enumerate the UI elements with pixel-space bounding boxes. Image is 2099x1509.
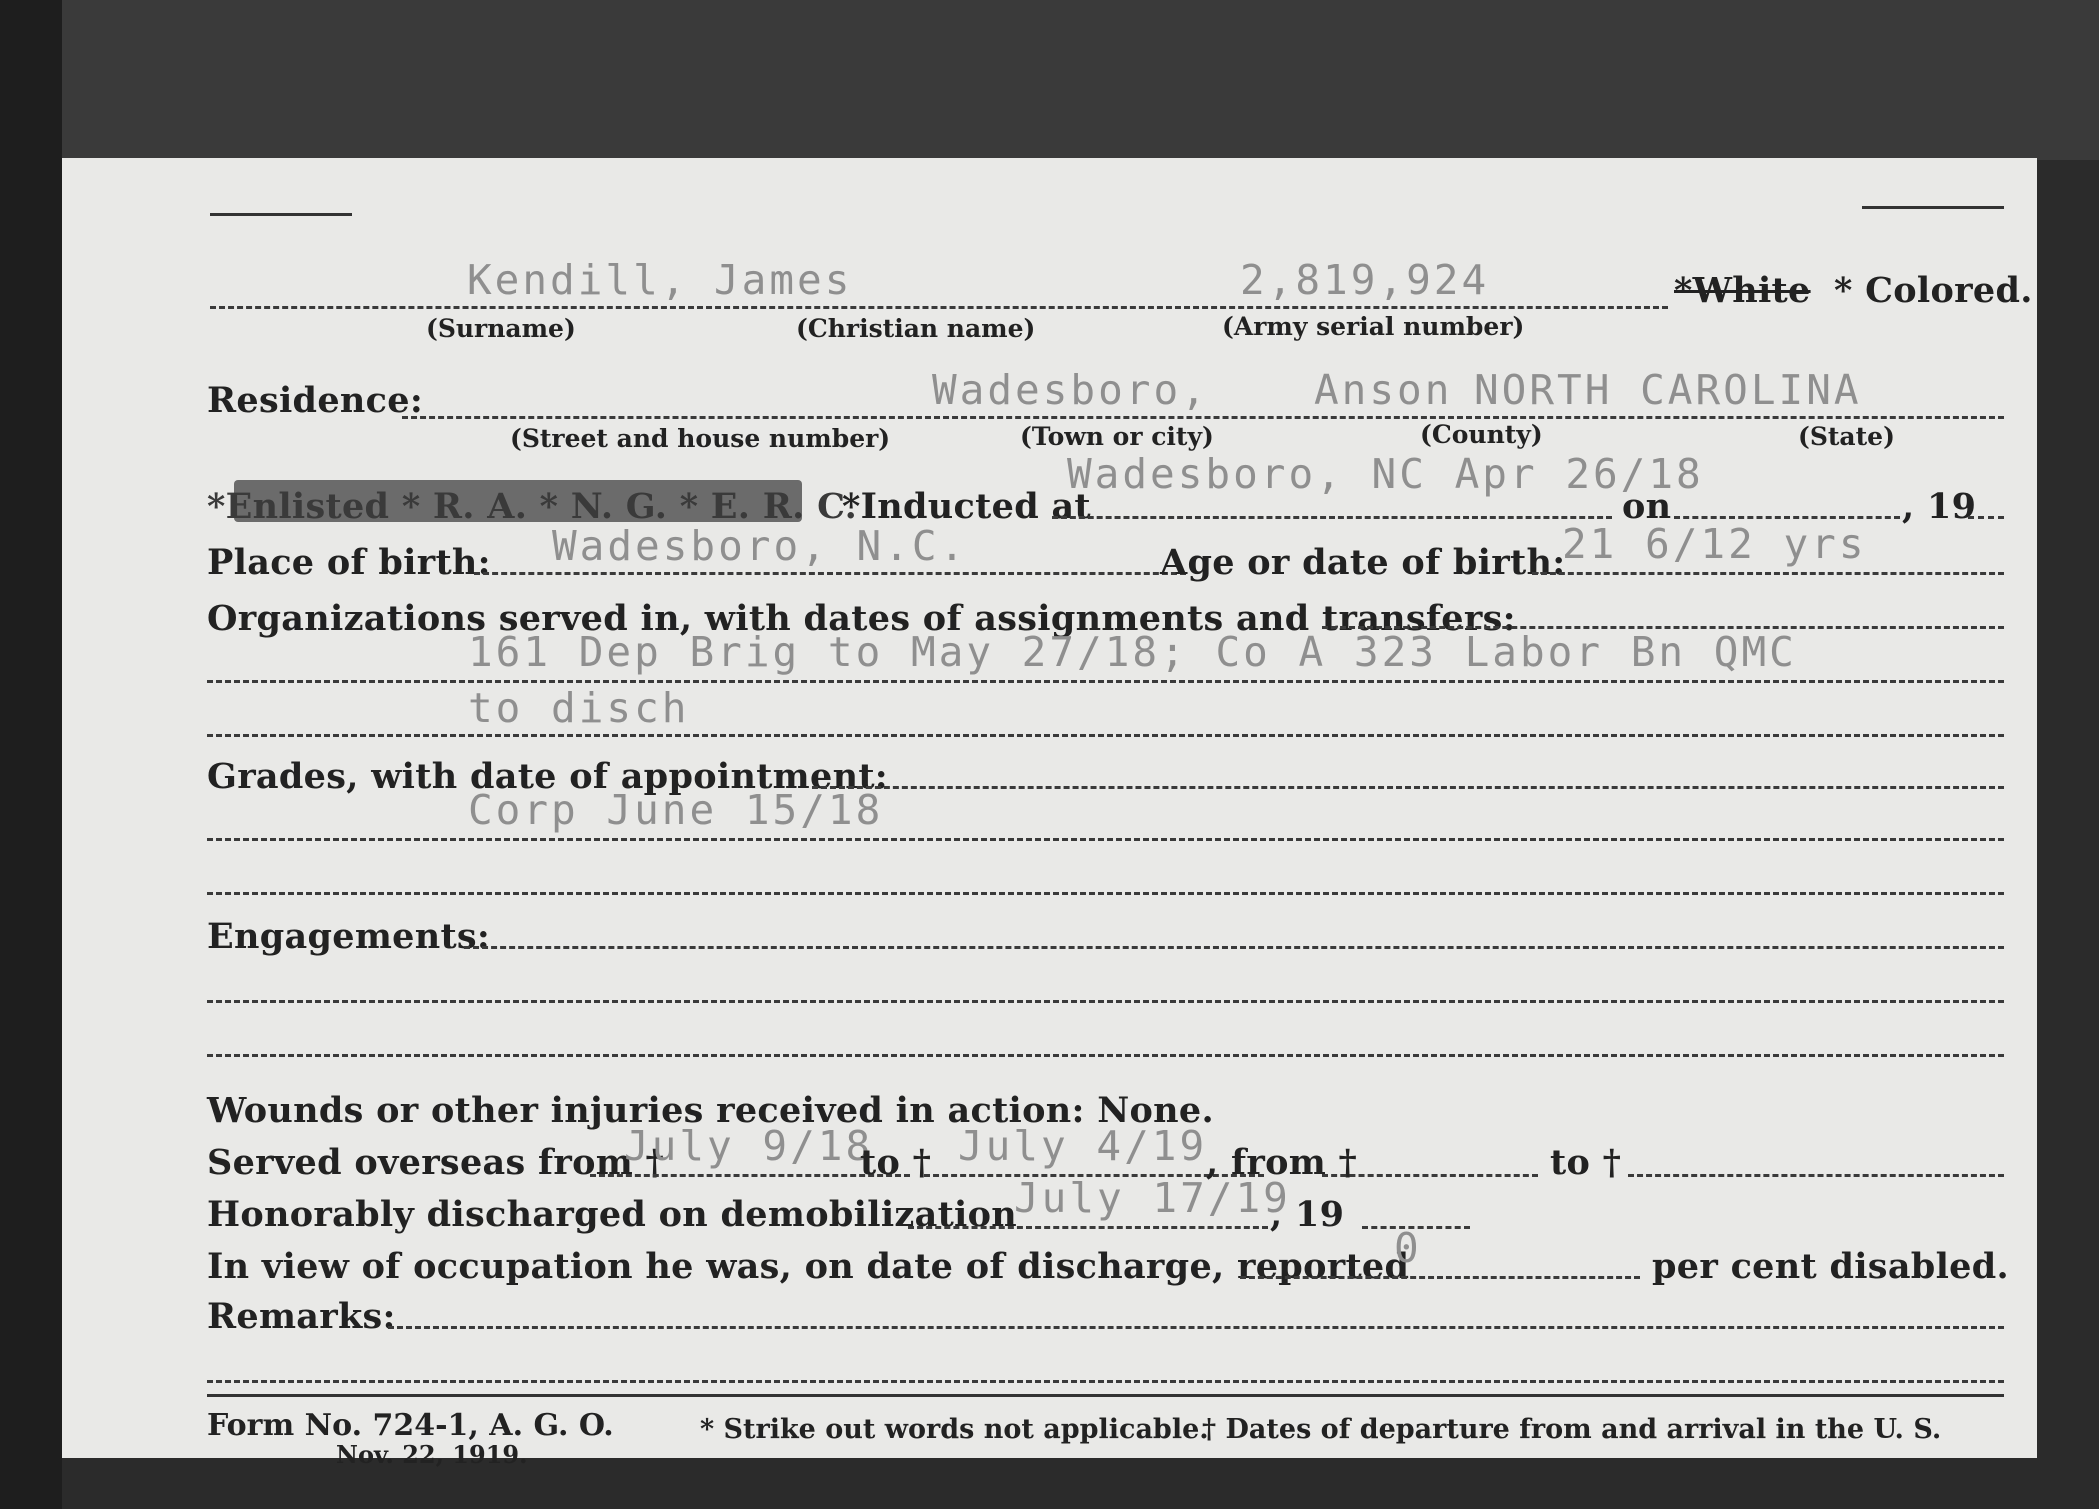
organizations-label: Organizations served in, with dates of assignments and transfers: <box>207 598 1516 639</box>
place-of-birth-value: Wadesboro, N.C. <box>552 522 968 570</box>
white-option <box>1674 270 1811 311</box>
discharge-year-label: , 19 <box>1270 1194 1345 1235</box>
engagements-label: Engagements: <box>207 916 491 957</box>
discharge-line <box>908 1226 1268 1229</box>
grades-line-3 <box>207 892 2004 895</box>
organizations-value-line-1: 161 Dep Brig to May 27/18; Co A 323 Labor Bn QMC <box>468 628 1797 676</box>
residence-town-value: Wadesboro, <box>932 366 1209 414</box>
army-serial-caption: (Army serial number) <box>1222 312 1525 341</box>
remarks-line-2 <box>207 1380 2004 1383</box>
scan-background-top <box>0 0 2099 160</box>
overseas-from2-label: , from † <box>1206 1142 1358 1183</box>
inducted-year-label: , 19 <box>1902 486 1977 527</box>
age-value: 21 6/12 yrs <box>1562 520 1867 568</box>
colored-option: * Colored. <box>1834 270 2033 311</box>
residence-county-value: Anson <box>1314 366 1453 414</box>
remarks-label: Remarks: <box>207 1296 396 1337</box>
christian-name-value: James <box>714 256 853 304</box>
organizations-line-2 <box>207 680 2004 683</box>
form-date: Nov. 22, 1919. <box>336 1440 528 1469</box>
grades-value: Corp June 15/18 <box>468 786 884 834</box>
place-of-birth-label: Place of birth: <box>207 542 491 583</box>
remarks-line-1 <box>388 1326 2004 1329</box>
surname-caption: (Surname) <box>426 314 576 343</box>
engagements-line-3 <box>207 1054 2004 1057</box>
overseas-from-value: July 9/18 <box>624 1122 874 1170</box>
service-record-card <box>62 158 2037 1469</box>
overseas-to2-line <box>1628 1174 2004 1177</box>
inducted-value: Wadesboro, NC Apr 26/18 <box>1067 450 1704 498</box>
organizations-value-line-2: to disch <box>468 684 690 732</box>
grades-line-1 <box>812 786 2004 789</box>
surname-line <box>210 306 1668 309</box>
age-line <box>1532 572 2004 575</box>
residence-label: Residence: <box>207 380 424 421</box>
enlisted-options-text: *Enlisted * R. A. * N. G. * E. R. C. <box>207 486 858 527</box>
residence-state-value: NORTH CAROLINA <box>1474 366 1862 414</box>
overseas-from2-line <box>1322 1174 1538 1177</box>
engagements-line-2 <box>207 1000 2004 1003</box>
enlisted-options <box>207 486 857 527</box>
top-right-rule <box>1862 206 2004 209</box>
surname-value: Kendill, <box>467 256 689 304</box>
overseas-to-value: July 4/19 <box>958 1122 1208 1170</box>
inducted-on-label: on <box>1622 486 1672 527</box>
discharge-value: July 17/19 <box>1014 1174 1291 1222</box>
army-serial-value: 2,819,924 <box>1240 256 1490 304</box>
discharge-label: Honorably discharged on demobilization <box>207 1194 1018 1235</box>
scan-background-left <box>0 0 62 1509</box>
grades-label: Grades, with date of appointment: <box>207 756 889 797</box>
inducted-date-line <box>1674 516 1900 519</box>
inducted-label: *Inducted at <box>842 486 1091 527</box>
strike-out-note: * Strike out words not applicable. <box>700 1414 1209 1445</box>
street-caption: (Street and house number) <box>510 424 891 453</box>
grades-line-2 <box>207 838 2004 841</box>
state-caption: (State) <box>1798 422 1895 451</box>
place-of-birth-line <box>474 572 1186 575</box>
inducted-year-line <box>1968 516 2004 519</box>
form-number: Form No. 724-1, A. G. O. <box>207 1408 614 1443</box>
inducted-line <box>1052 516 1612 519</box>
organizations-line-3 <box>207 734 2004 737</box>
wounds-label: Wounds or other injuries received in action: None. <box>207 1090 1214 1131</box>
dates-note: † Dates of departure from and arrival in the U. S. <box>1202 1414 1942 1445</box>
residence-line <box>402 416 2004 419</box>
disability-suffix: per cent disabled. <box>1652 1246 2009 1287</box>
age-label: Age or date of birth: <box>1160 542 1566 583</box>
footer-rule <box>207 1394 2004 1397</box>
overseas-from-label: Served overseas from † <box>207 1142 665 1183</box>
overseas-to2-label: to † <box>1550 1142 1622 1183</box>
town-caption: (Town or city) <box>1020 422 1214 451</box>
christian-name-caption: (Christian name) <box>796 314 1036 343</box>
disability-label: In view of occupation he was, on date of discharge, reported <box>207 1246 1410 1287</box>
overseas-to-label: to † <box>860 1142 932 1183</box>
engagements-line-1 <box>464 946 2004 949</box>
county-caption: (County) <box>1420 420 1543 449</box>
disability-line <box>1240 1276 1640 1279</box>
disability-value: 0 <box>1394 1224 1422 1272</box>
top-left-rule <box>210 213 352 216</box>
white-option-text: *White <box>1674 270 1811 311</box>
